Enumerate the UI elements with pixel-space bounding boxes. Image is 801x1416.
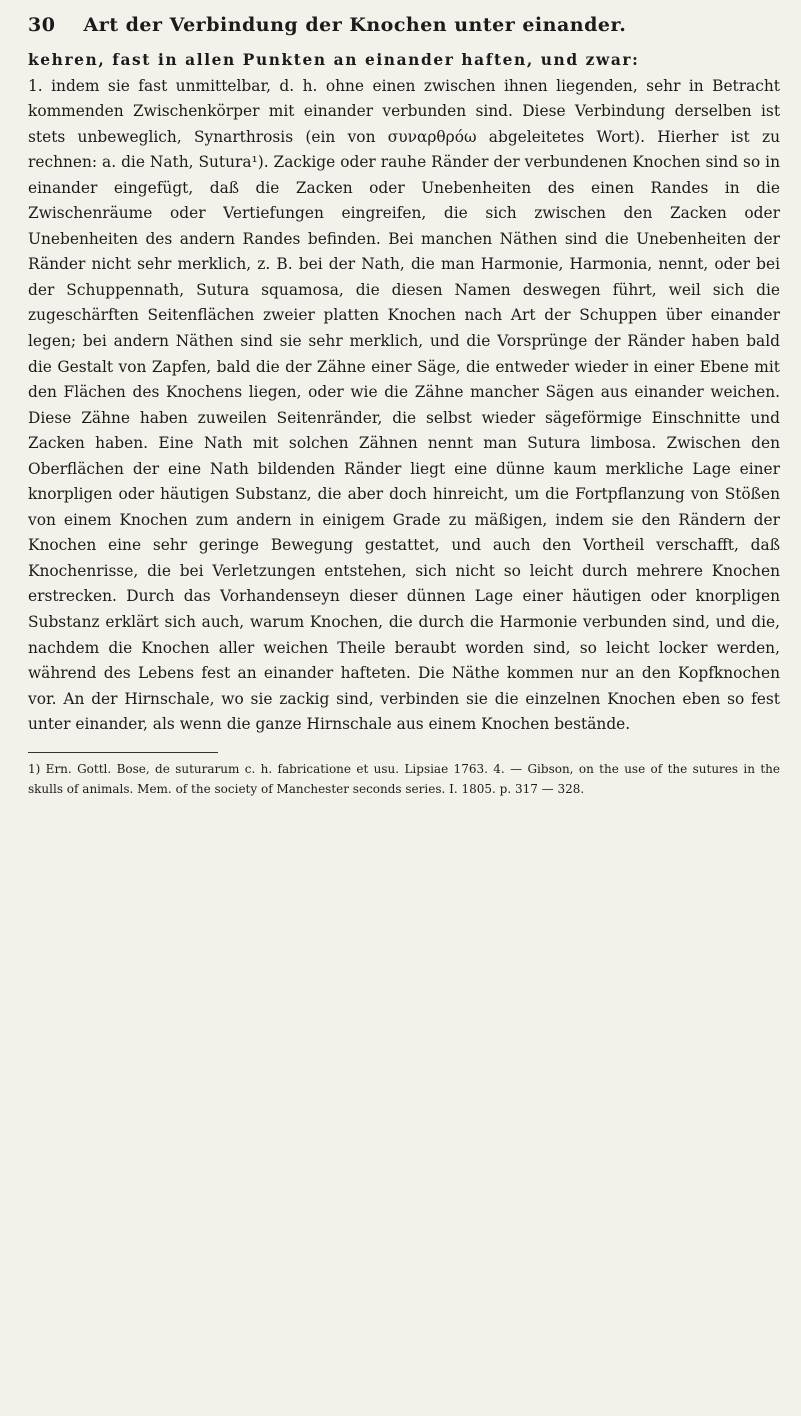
- book-page: [28, 14, 780, 799]
- paragraph-main: 1. indem sie fast unmittelbar, d. h. ohne einen zwischen ihnen liegenden, sehr in Betracht kommenden Zwischenkörper mit einander verbunden sind. Diese Verbindung derselben ist stets unbeweglich, Synarthrosis (ein von συναρθρόω abgeleitetes Wort). Hierher ist zu rechnen: a. die Nath, Sutura¹). Zackige oder rauhe Ränder der verbundenen Knochen sind so in einander eingefügt, daß die Zacken oder Unebenheiten des einen Randes in die Zwischenräume oder Vertiefungen eingreifen, die sich zwischen den Zacken oder Unebenheiten des andern Randes befinden. Bei manchen Näthen sind die Unebenheiten der Ränder nicht sehr merklich, z. B. bei der Nath, die man Harmonie, Harmonia, nennt, oder bei der Schuppennath, Sutura squamosa, die diesen Namen deswegen führt, weil sich die zugeschärften Seitenflächen zweier platten Knochen nach Art der Schuppen über einander legen; bei andern Näthen sind sie sehr merklich, und die Vorsprünge der Ränder haben bald die Gestalt von Zapfen, bald die der Zähne einer Säge, die entweder wieder in einer Ebene mit den Flächen des Knochens liegen, oder wie die Zähne mancher Sägen aus einander weichen. Diese Zähne haben zuweilen Seitenränder, die selbst wieder sägeförmige Einschnitte und Zacken haben. Eine Nath mit solchen Zähnen nennt man Sutura limbosa. Zwischen den Oberflächen der eine Nath bildenden Ränder liegt eine dünne kaum merkliche Lage einer knorpligen oder häutigen Substanz, die aber doch hinreicht, um die Fortpflanzung von Stößen von einem Knochen zum andern in einigem Grade zu mäßigen, indem sie den Rändern der Knochen eine sehr geringe Bewegung gestattet, und auch den Vortheil verschafft, daß Knochenrisse, die bei Verletzungen entstehen, sich nicht so leicht durch mehrere Knochen erstrecken. Durch das Vorhandenseyn dieser dünnen Lage einer häutigen oder knorpligen Substanz erklärt sich auch, warum Knochen, die durch die Harmonie verbunden sind, und die, nachdem die Knochen aller weichen Theile beraubt worden sind, so leicht locker werden, während des Lebens fest an einander hafteten. Die Näthe kommen nur an den Kopfknochen vor. An der Hirnschale, wo sie zackig sind, verbinden sie die einzelnen Knochen eben so fest unter einander, als wenn die ganze Hirnschale aus einem Knochen bestände.: [28, 76, 780, 734]
- footnote-divider: [28, 752, 218, 753]
- body-text: [28, 48, 780, 738]
- running-title: Art der Verbindung der Knochen unter einander.: [83, 14, 627, 36]
- running-header: [28, 14, 780, 48]
- footnote: 1) Ern. Gottl. Bose, de suturarum c. h. fabricatione et usu. Lipsiae 1763. 4. — Gibson, on the use of the sutures in the skulls of animals. Mem. of the society of Manchester seconds series. I. 1805. p. 317 — 328.: [28, 761, 780, 796]
- page-number: 30: [28, 14, 56, 36]
- paragraph-intro: kehren, fast in allen Punkten an einander haften, und zwar:: [28, 51, 640, 69]
